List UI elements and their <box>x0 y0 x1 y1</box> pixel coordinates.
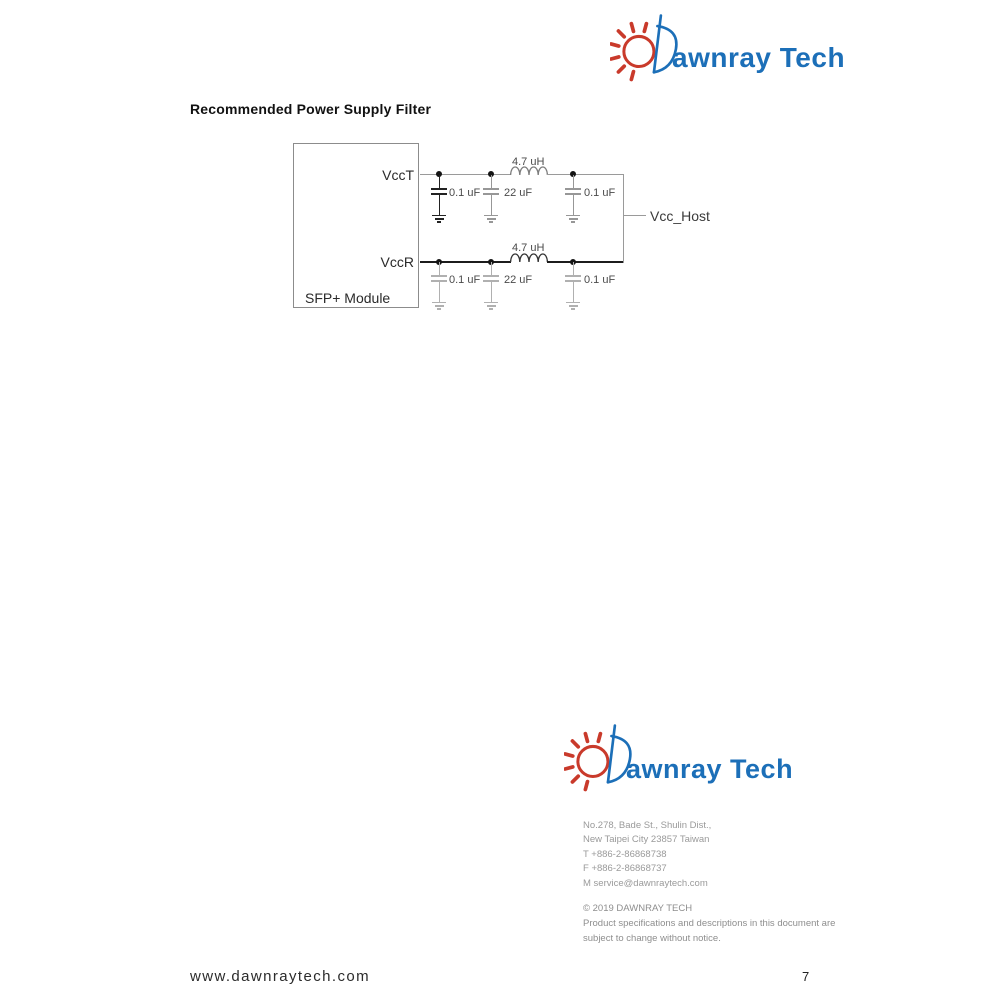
copyright-line: © 2019 DAWNRAY TECH <box>583 903 693 914</box>
capacitor-symbol <box>431 175 447 223</box>
address-line: No.278, Bade St., Shulin Dist., <box>583 820 712 831</box>
output-join-line <box>623 174 624 263</box>
inductor-value-bottom: 4.7 uH <box>512 242 545 254</box>
logo-top <box>610 12 845 84</box>
vcc-host-label: Vcc_Host <box>650 208 710 224</box>
notice-line: Product specifications and descriptions in this document are <box>583 918 836 929</box>
cap-value: 22 uF <box>504 187 533 199</box>
email-line: M service@dawnraytech.com <box>583 877 708 889</box>
cap-value: 22 uF <box>504 274 533 286</box>
address-line: New Taipei City 23857 Taiwan <box>583 834 710 846</box>
vccr-rail-right <box>547 261 624 263</box>
legal-block <box>583 901 835 946</box>
inductor-icon <box>510 253 548 263</box>
logo-text: awnray Tech <box>672 42 846 73</box>
capacitor-symbol <box>483 262 499 310</box>
logo-bottom <box>564 722 793 794</box>
cap-value: 0.1 uF <box>584 187 616 199</box>
capacitor-symbol <box>565 175 581 223</box>
website-link: www.dawnraytech.com <box>190 968 370 985</box>
notice-line: subject to change without notice. <box>583 933 721 944</box>
cap-value: 0.1 uF <box>449 187 481 199</box>
inductor-value-top: 4.7 uH <box>512 156 545 168</box>
cap-value: 0.1 uF <box>584 274 616 286</box>
capacitor-symbol <box>483 175 499 223</box>
capacitor-symbol <box>565 262 581 310</box>
logo-text: awnray Tech <box>626 754 794 784</box>
phone-line: T +886-2-86868738 <box>583 848 667 860</box>
output-stub-line <box>624 215 646 216</box>
port-label-vccr: VccR <box>380 254 414 270</box>
page-number: 7 <box>802 969 810 984</box>
section-title: Recommended Power Supply Filter <box>190 101 432 117</box>
port-label-vcct: VccT <box>382 167 414 183</box>
fax-line: F +886-2-86868737 <box>583 863 667 875</box>
capacitor-symbol <box>431 262 447 310</box>
contact-block <box>583 819 711 891</box>
vcct-rail-right <box>547 174 624 175</box>
cap-value: 0.1 uF <box>449 274 481 286</box>
module-label: SFP+ Module <box>305 290 391 306</box>
